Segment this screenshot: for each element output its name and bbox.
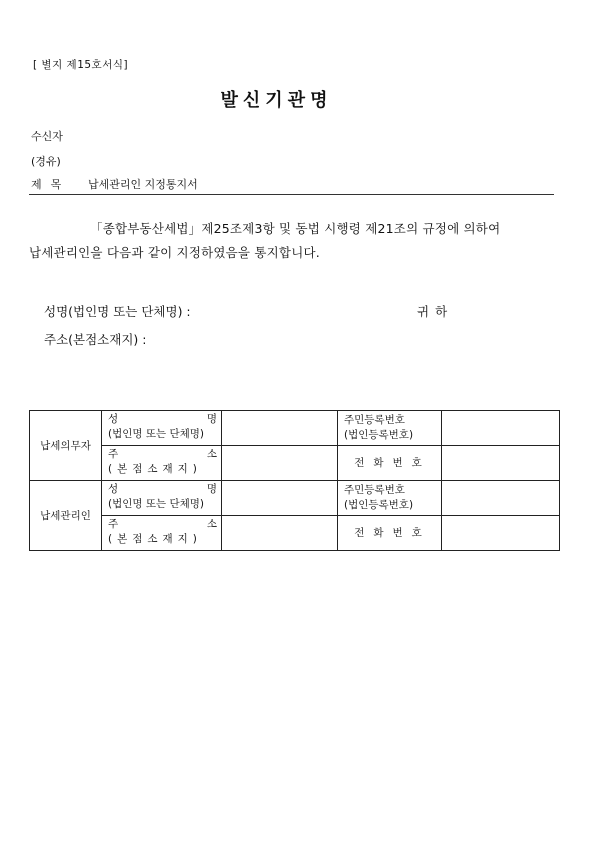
field-label-right: 소	[206, 518, 217, 530]
field-label-sub: (법인명 또는 단체명)	[108, 428, 205, 440]
address-field-label	[102, 516, 222, 551]
reg-number-label-sub: (법인등록번호)	[344, 499, 414, 511]
table-row	[30, 411, 560, 446]
agent-address-value[interactable]	[222, 516, 338, 551]
name-field-label	[102, 411, 222, 446]
reg-number-label	[338, 411, 442, 446]
designation-table	[29, 410, 560, 551]
field-label-sub: (본점소재지)	[108, 463, 202, 475]
field-label-sub: (본점소재지)	[108, 533, 202, 545]
taxpayer-reg-number-value[interactable]	[442, 411, 560, 446]
subject-value: 납세관리인 지정통지서	[88, 178, 198, 191]
notice-text-line1: 「종합부동산세법」제25조제3항 및 동법 시행령 제21조의 규정에 의하여	[90, 221, 501, 236]
addressee-address-label: 주소(본점소재지) :	[44, 332, 147, 347]
address-field-label	[102, 446, 222, 481]
field-label-left: 성	[108, 483, 119, 495]
field-label-left: 주	[108, 448, 119, 460]
field-label-right: 소	[206, 448, 217, 460]
document-title: 발신기관명	[220, 90, 333, 111]
agent-phone-value[interactable]	[442, 516, 560, 551]
group-label-tax-agent: 납세관리인	[30, 481, 102, 551]
field-label-left: 주	[108, 518, 119, 530]
table-row	[30, 446, 560, 481]
field-label-right: 명	[206, 483, 217, 495]
recipient-label: 수신자	[31, 130, 63, 143]
form-number: [ 별지 제15호서식]	[33, 59, 129, 71]
field-label-sub: (법인명 또는 단체명)	[108, 498, 205, 510]
header-divider	[29, 194, 554, 195]
taxpayer-address-value[interactable]	[222, 446, 338, 481]
table-row	[30, 516, 560, 551]
table-row	[30, 481, 560, 516]
notice-text-line2: 납세관리인을 다음과 같이 지정하였음을 통지합니다.	[29, 245, 320, 260]
taxpayer-name-value[interactable]	[222, 411, 338, 446]
phone-label: 전화번호	[338, 516, 442, 551]
agent-name-value[interactable]	[222, 481, 338, 516]
reg-number-label-main: 주민등록번호	[344, 414, 405, 426]
agent-reg-number-value[interactable]	[442, 481, 560, 516]
field-label-right: 명	[206, 413, 217, 425]
taxpayer-phone-value[interactable]	[442, 446, 560, 481]
honorific: 귀하	[417, 304, 454, 319]
group-label-taxpayer: 납세의무자	[30, 411, 102, 481]
via-label: (경유)	[31, 155, 61, 168]
phone-label: 전화번호	[338, 446, 442, 481]
reg-number-label	[338, 481, 442, 516]
subject-label: 제목	[31, 178, 71, 191]
reg-number-label-main: 주민등록번호	[344, 484, 405, 496]
name-field-label	[102, 481, 222, 516]
reg-number-label-sub: (법인등록번호)	[344, 429, 414, 441]
addressee-name-label: 성명(법인명 또는 단체명) :	[44, 304, 191, 319]
field-label-left: 성	[108, 413, 119, 425]
